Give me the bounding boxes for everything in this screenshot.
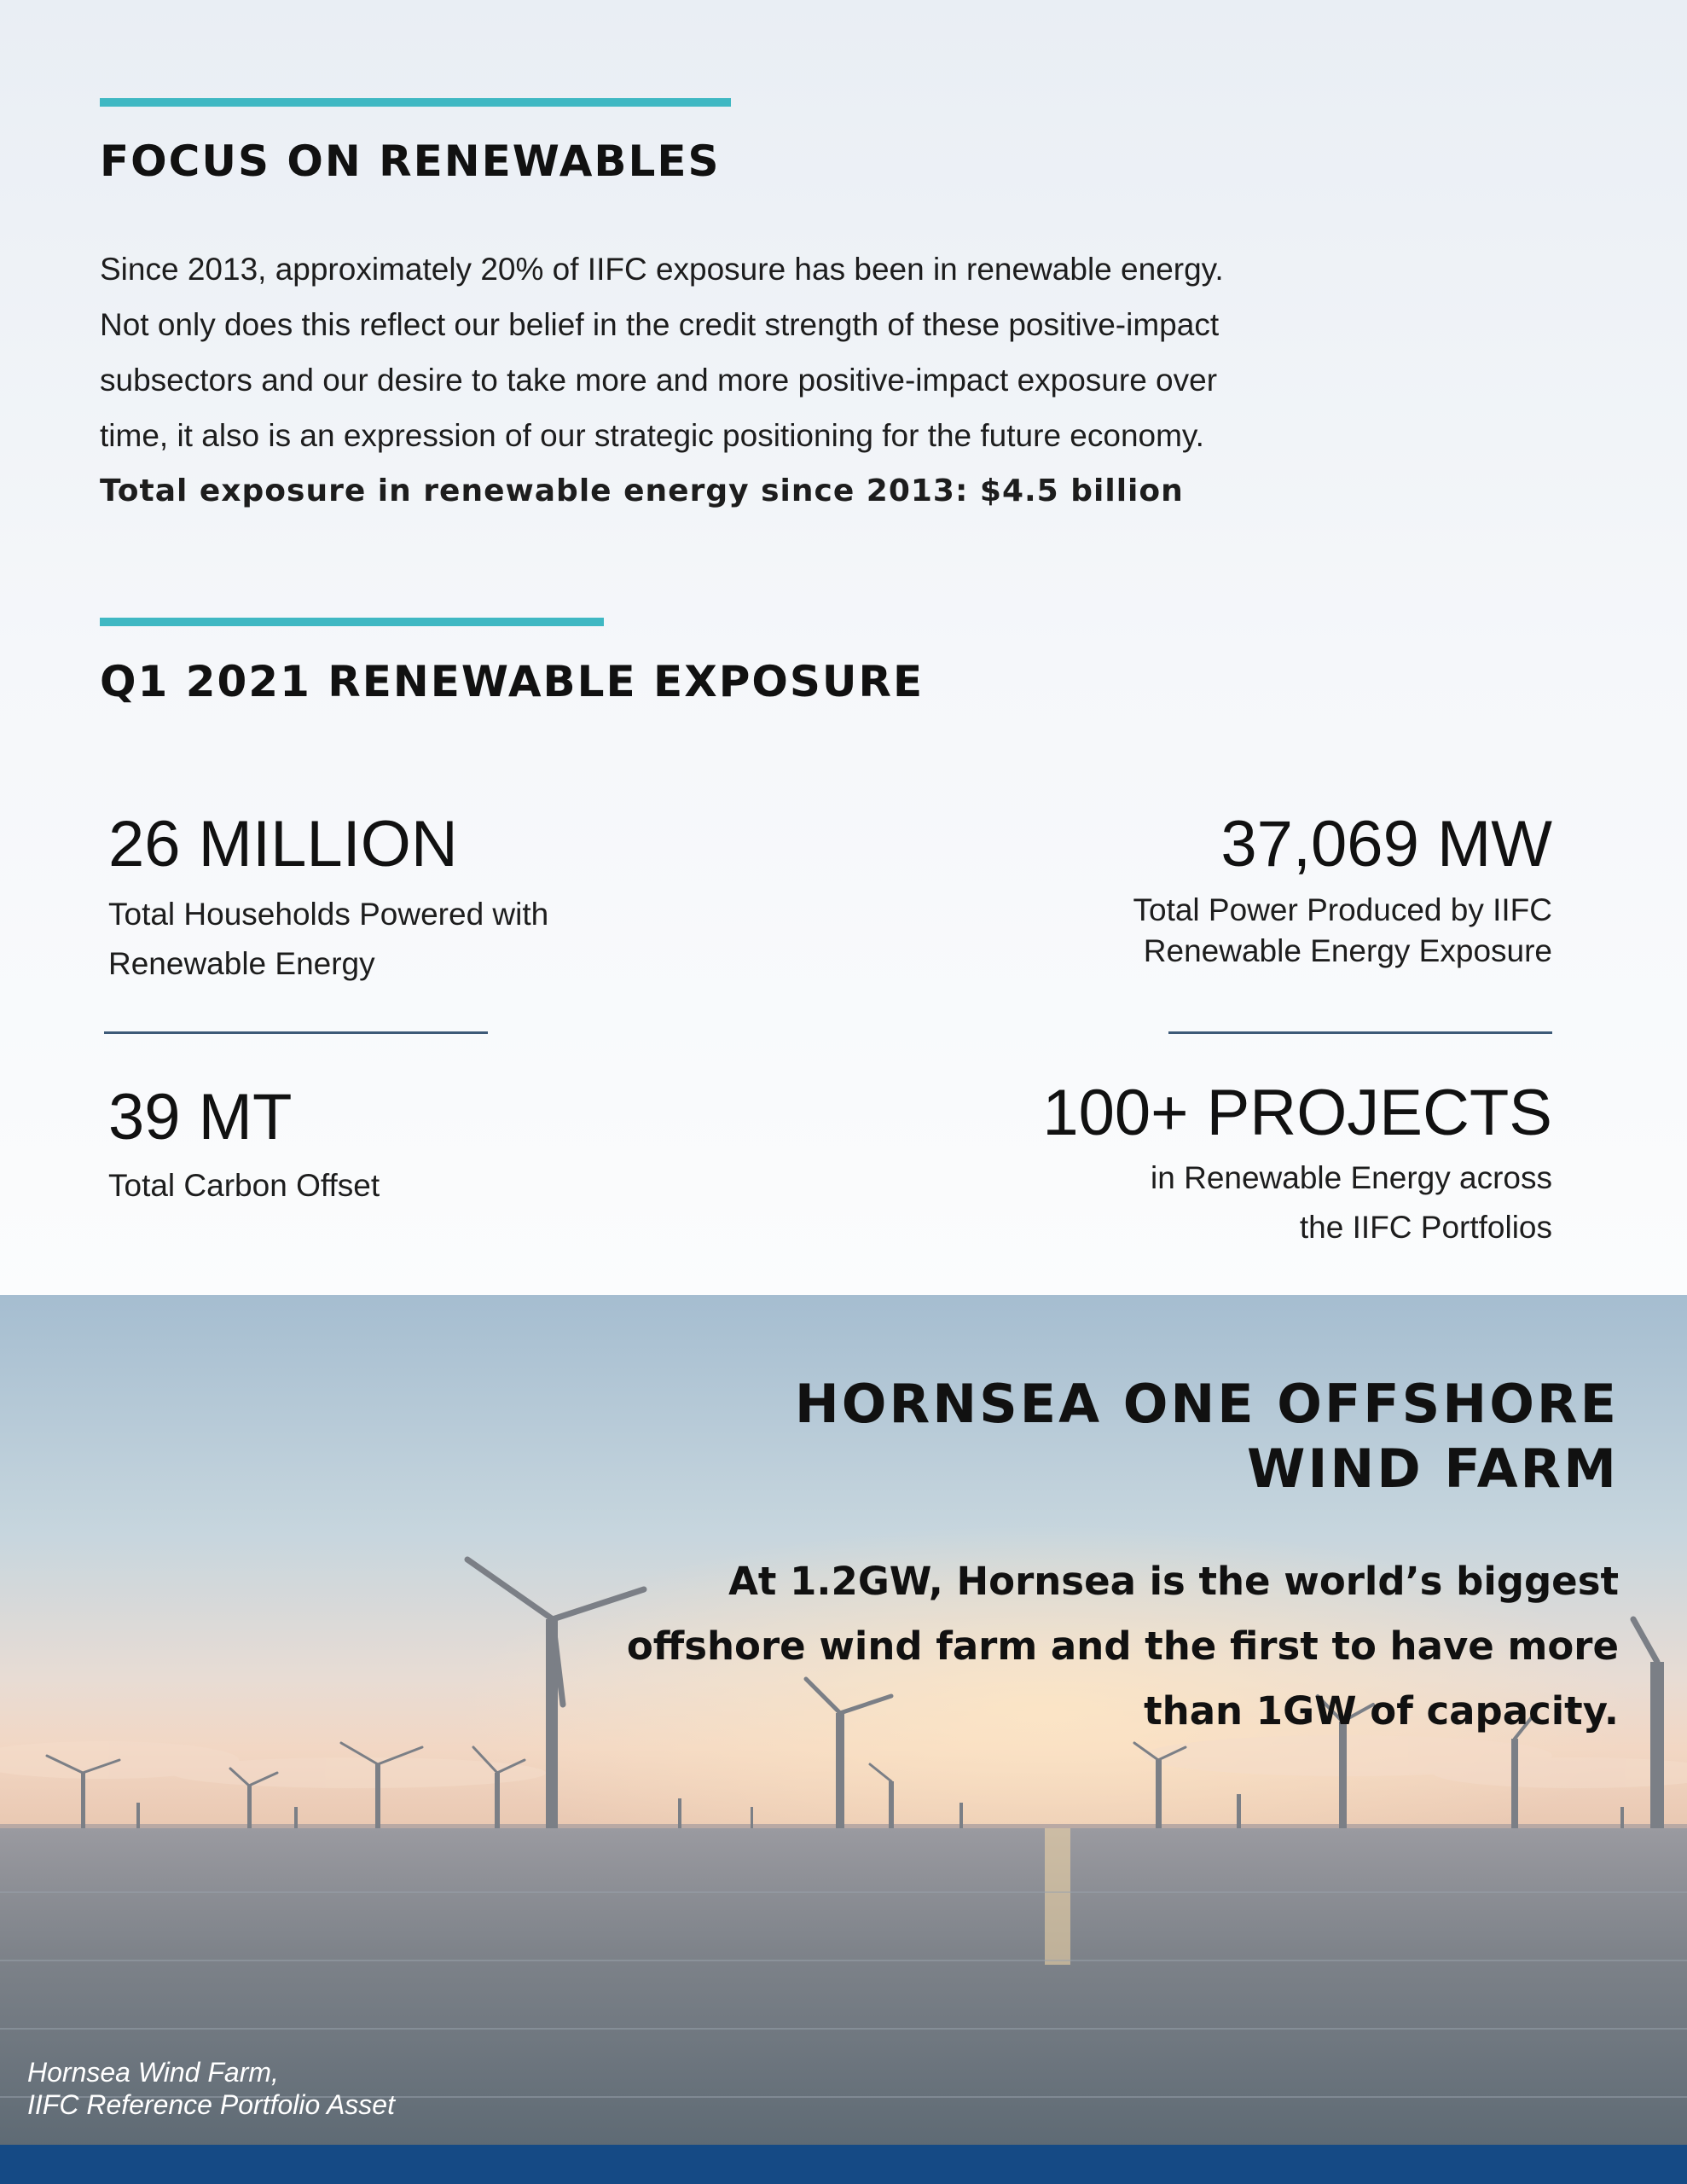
- description-line: offshore wind farm and the first to have more: [626, 1623, 1619, 1669]
- description-line: than 1GW of capacity.: [1144, 1688, 1619, 1734]
- paragraph-line: Not only does this reflect our belief in the credit strength of these positive-impact: [100, 307, 1220, 342]
- feature-title: [795, 1372, 1619, 1502]
- stat-caption: [1042, 1153, 1552, 1252]
- stat-divider-right: [1168, 1031, 1552, 1034]
- feature-description: [510, 1549, 1619, 1744]
- caption-line: Renewable Energy: [108, 946, 375, 981]
- caption-line: the IIFC Portfolios: [1299, 1210, 1552, 1245]
- stat-value: 26 MILLION: [108, 808, 458, 880]
- photo-caption: [27, 2056, 395, 2121]
- exposure-accent-rule: [100, 618, 604, 626]
- stat-caption: [108, 890, 548, 989]
- carbon-stat: [108, 1079, 380, 1211]
- stat-value: 39 MT: [108, 1081, 293, 1153]
- caption-line: Renewable Energy Exposure: [1143, 933, 1552, 968]
- stat-caption: [108, 1161, 380, 1211]
- exposure-heading: Q1 2021 RENEWABLE EXPOSURE: [100, 657, 925, 706]
- description-line: At 1.2GW, Hornsea is the world’s biggest: [728, 1559, 1619, 1604]
- focus-heading: FOCUS ON RENEWABLES: [100, 136, 721, 186]
- caption-line: Hornsea Wind Farm,: [27, 2057, 279, 2088]
- wind-farm-photo: [0, 1295, 1687, 2148]
- caption-line: IIFC Reference Portfolio Asset: [27, 2089, 395, 2120]
- projects-stat: [1042, 1075, 1552, 1252]
- total-exposure-highlight: Total exposure in renewable energy since 2013: $4.5 billion: [100, 473, 1184, 508]
- paragraph-line: time, it also is an expression of our strategic positioning for the future economy.: [100, 418, 1204, 453]
- focus-accent-rule: [100, 98, 731, 107]
- power-stat: [1133, 806, 1553, 972]
- title-line: WIND FARM: [1246, 1438, 1619, 1500]
- households-stat: [108, 806, 548, 989]
- caption-line: Total Households Powered with: [108, 897, 549, 932]
- stat-caption: [1133, 890, 1553, 972]
- focus-paragraph: [100, 241, 1481, 519]
- caption-line: Total Power Produced by IIFC: [1133, 892, 1552, 927]
- caption-line: Total Carbon Offset: [108, 1168, 380, 1203]
- stat-value: 100+ PROJECTS: [1042, 1077, 1552, 1149]
- footer-bar: [0, 2145, 1687, 2184]
- paragraph-line: subsectors and our desire to take more and more positive-impact exposure over: [100, 363, 1218, 398]
- paragraph-line: Since 2013, approximately 20% of IIFC exposure has been in renewable energy.: [100, 252, 1224, 287]
- stat-divider-left: [104, 1031, 488, 1034]
- stat-value: 37,069 MW: [1220, 808, 1552, 880]
- title-line: HORNSEA ONE OFFSHORE: [794, 1373, 1619, 1435]
- caption-line: in Renewable Energy across: [1151, 1160, 1552, 1195]
